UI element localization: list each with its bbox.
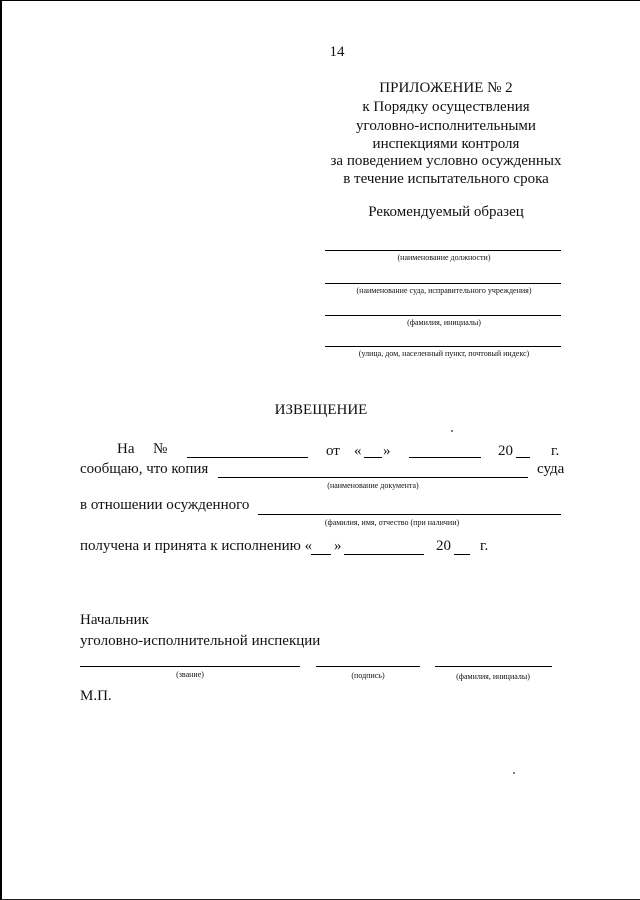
address-caption: (улица, дом, населенный пункт, почтовый индекс) [358, 349, 530, 358]
received-year-prefix: 20 [436, 538, 451, 554]
signature-caption: (подпись) [351, 671, 385, 680]
document-caption: (наименование документа) [327, 481, 419, 490]
appendix-line-5: в течение испытательного срока [343, 171, 549, 187]
appendix-line-4: за поведением условно осужденных [330, 153, 562, 169]
signature-line [316, 666, 420, 667]
name-caption: (фамилия, инициалы) [407, 318, 481, 327]
received-quote-close: » [334, 538, 342, 554]
name-line [325, 315, 561, 316]
na-label: На [117, 441, 135, 457]
received-text: получена и принята к исполнению « [80, 538, 313, 554]
quote-close: » [383, 443, 391, 459]
notice-title: ИЗВЕЩЕНИЕ [274, 402, 368, 418]
received-year-line [454, 554, 470, 555]
position-caption: (наименование должности) [397, 253, 491, 262]
copy-text: сообщаю, что копия [80, 461, 209, 477]
convicted-line [258, 514, 561, 515]
year-line [516, 457, 530, 458]
appendix-line-2: уголовно-исполнительными [356, 118, 536, 134]
page-number: 14 [329, 44, 345, 60]
quote-open: « [354, 443, 362, 459]
scan-speck [451, 430, 453, 432]
appendix-line-3: инспекциями контроля [372, 136, 520, 152]
address-line [325, 346, 561, 347]
number-line [187, 457, 308, 458]
received-month-line [344, 554, 424, 555]
fio-caption: (фамилия, имя, отчество (при наличии) [324, 518, 460, 527]
court-line [325, 283, 561, 284]
appendix-title: ПРИЛОЖЕНИЕ № 2 [379, 80, 513, 96]
ot-label: от [326, 443, 340, 459]
court-caption: (наименование суда, исправительного учреждения) [356, 286, 532, 295]
document-line [218, 477, 528, 478]
year-suffix: г. [551, 443, 560, 459]
convicted-text: в отношении осужденного [80, 497, 250, 513]
number-sign: № [153, 441, 168, 457]
rank-caption: (звание) [176, 670, 204, 679]
stamp-label: М.П. [80, 688, 112, 704]
received-day-line [311, 554, 331, 555]
rank-line [80, 666, 300, 667]
scan-speck [513, 772, 515, 774]
position-line [325, 250, 561, 251]
appendix-line-1: к Порядку осуществления [362, 99, 530, 115]
month-line [409, 457, 481, 458]
head-title-line1: Начальник [80, 612, 149, 628]
court-word: суда [537, 461, 565, 477]
day-line [364, 457, 382, 458]
surname-line [435, 666, 552, 667]
surname-caption: (фамилия, инициалы) [456, 672, 530, 681]
sample-label: Рекомендуемый образец [368, 204, 524, 220]
head-title-line2: уголовно-исполнительной инспекции [80, 633, 321, 649]
year-prefix: 20 [498, 443, 513, 459]
received-year-suffix: г. [480, 538, 489, 554]
